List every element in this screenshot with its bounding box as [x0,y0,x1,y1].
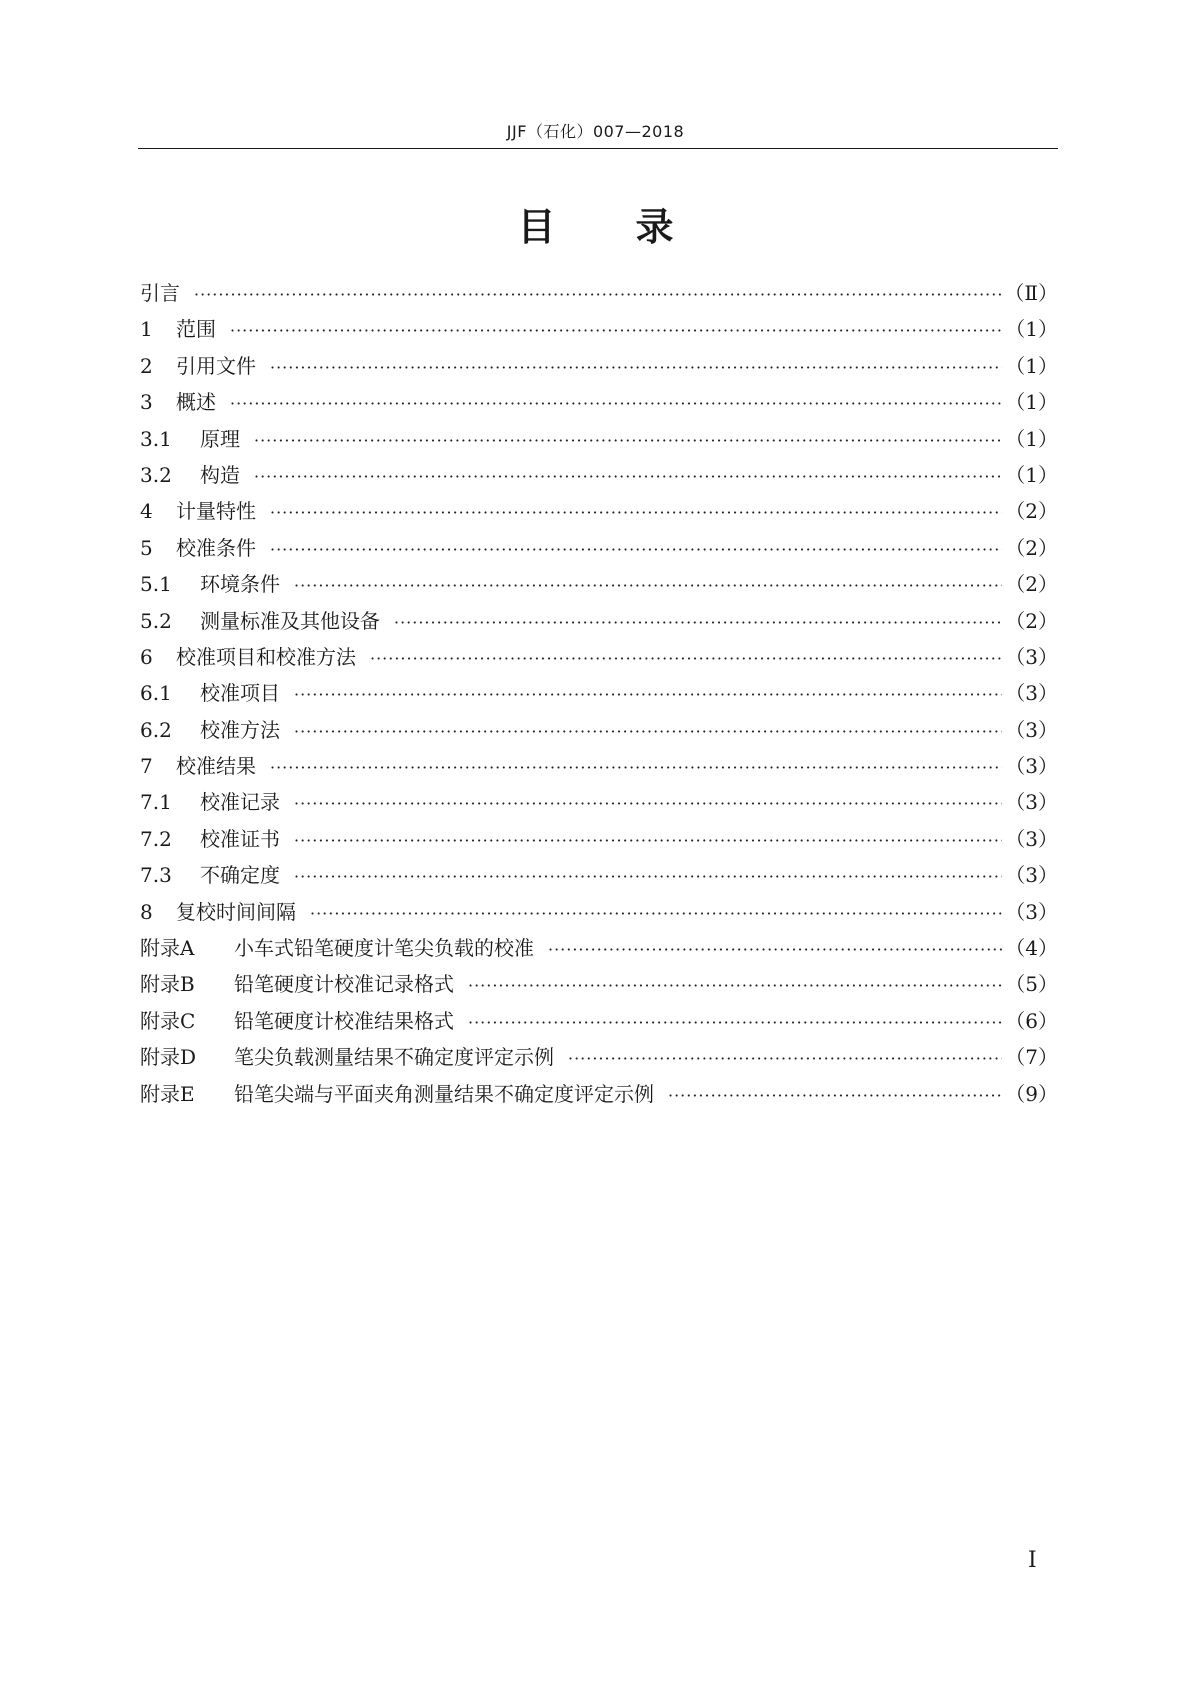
toc-entry-title: 铅笔硬度计校准结果格式 [234,1008,454,1033]
toc-entry-number: 3.2 [140,462,172,487]
toc-entry [140,896,1058,932]
toc-entry-title: 引用文件 [176,353,256,378]
toc-entry [140,495,1058,531]
toc-entry-page: （1） [1005,390,1058,415]
header-rule [138,148,1058,149]
toc-dot-leader [468,1013,1002,1032]
toc-dot-leader [294,722,1002,741]
toc-entry-number: 6.2 [140,717,172,742]
toc-entry-number: 4 [140,499,153,524]
toc-entry-page: （Ⅱ） [1004,281,1058,305]
toc-entry-page: （3） [1005,717,1058,742]
toc-entry-page: （1） [1005,462,1058,487]
toc-entry [140,313,1058,349]
toc-entry-number: 7 [140,754,153,779]
toc-entry-title: 引言 [140,281,180,305]
toc-entry-number: 3 [140,390,153,415]
toc-entry [140,750,1058,786]
toc-entry-page: （9） [1005,1081,1058,1106]
toc-entry [140,459,1058,495]
toc-entry-title: 构造 [200,462,240,487]
toc-dot-leader [270,358,1002,377]
toc-dot-leader [230,394,1002,413]
toc-entry [140,423,1058,459]
toc-entry [140,350,1058,386]
toc-entry-title: 环境条件 [200,572,280,597]
toc-entry [140,859,1058,895]
toc-entry [140,677,1058,713]
toc-entry-title: 校准方法 [200,717,280,742]
toc-dot-leader [294,831,1002,850]
toc-entry-title: 校准项目 [200,681,280,706]
toc-entry [140,786,1058,822]
toc-dot-leader [270,540,1002,559]
toc-entry-page: （1） [1005,426,1058,451]
toc-entry-page: （3） [1005,899,1058,924]
toc-entry-title: 校准证书 [200,826,280,851]
toc-entry [140,568,1058,604]
toc-entry-page: （5） [1005,972,1058,997]
toc-entry-page: （6） [1005,1008,1058,1033]
page-number: Ⅰ [1028,1548,1037,1573]
toc-entry [140,532,1058,568]
toc-entry-number: 7.3 [140,863,172,888]
toc-entry-title: 原理 [200,426,240,451]
toc-entry-title: 校准结果 [176,754,256,779]
running-header: JJF（石化）007—2018 [506,122,685,141]
toc-entry [140,968,1058,1004]
toc-dot-leader [294,794,1002,813]
toc-dot-leader [294,685,1002,704]
toc-dot-leader [468,976,1002,995]
toc-entry-title: 校准记录 [200,790,280,815]
toc-entry [140,641,1058,677]
toc-entry [140,1078,1058,1114]
toc-entry-title: 校准条件 [176,535,256,560]
toc-entry-page: （1） [1005,353,1058,378]
toc-entry-title: 计量特性 [176,499,256,524]
toc-dot-leader [270,503,1002,522]
toc-entry-title: 不确定度 [200,863,280,888]
toc-entry-number: 附录E [140,1081,195,1106]
toc-entry-title: 铅笔尖端与平面夹角测量结果不确定度评定示例 [234,1081,654,1106]
toc-dot-leader [294,867,1002,886]
toc-entry [140,386,1058,422]
toc-entry-page: （4） [1005,936,1058,961]
toc-entry-number: 1 [140,317,153,342]
toc-entry [140,714,1058,750]
toc-dot-leader [370,649,1002,668]
toc-entry-number: 6.1 [140,681,172,706]
toc-entry-page: （3） [1005,863,1058,888]
toc-entry-number: 7.2 [140,826,172,851]
toc-entry-title: 小车式铅笔硬度计笔尖负载的校准 [234,936,534,961]
toc-entry-title: 范围 [176,317,216,342]
toc-entry-number: 5 [140,535,153,560]
table-of-contents [140,277,1058,1114]
toc-entry-page: （2） [1005,499,1058,524]
toc-entry-number: 7.1 [140,790,172,815]
toc-entry-page: （3） [1005,826,1058,851]
toc-entry [140,932,1058,968]
toc-dot-leader [668,1086,1002,1105]
toc-entry-number: 5.1 [140,572,172,597]
toc-dot-leader [294,576,1002,595]
toc-entry-number: 附录D [140,1045,197,1070]
toc-entry [140,1041,1058,1077]
toc-entry-number: 附录C [140,1008,196,1033]
toc-entry-page: （2） [1005,572,1058,597]
toc-entry-number: 8 [140,899,153,924]
toc-dot-leader [394,613,1002,632]
toc-entry-number: 5.2 [140,608,172,633]
toc-entry-title: 校准项目和校准方法 [176,644,356,669]
toc-entry [140,277,1058,313]
toc-entry-number: 3.1 [140,426,172,451]
toc-entry-number: 2 [140,353,153,378]
toc-entry-title: 笔尖负载测量结果不确定度评定示例 [234,1045,554,1070]
toc-dot-leader [254,467,1002,486]
toc-dot-leader [194,285,1002,304]
toc-entry-title: 铅笔硬度计校准记录格式 [234,972,454,997]
toc-entry-page: （3） [1005,754,1058,779]
toc-entry-number: 附录A [140,936,195,961]
toc-entry-title: 测量标准及其他设备 [200,608,380,633]
toc-dot-leader [548,940,1002,959]
toc-entry-number: 附录B [140,972,195,997]
toc-entry-page: （3） [1005,644,1058,669]
toc-entry-page: （3） [1005,681,1058,706]
page-title: 目录 [517,205,754,249]
toc-entry-page: （2） [1005,535,1058,560]
toc-entry [140,823,1058,859]
toc-entry-title: 复校时间间隔 [176,899,296,924]
toc-dot-leader [254,431,1002,450]
toc-entry [140,605,1058,641]
toc-dot-leader [310,904,1002,923]
toc-entry-page: （7） [1005,1045,1058,1070]
toc-entry-page: （2） [1005,608,1058,633]
toc-dot-leader [230,321,1002,340]
toc-entry [140,1005,1058,1041]
toc-entry-page: （3） [1005,790,1058,815]
toc-entry-title: 概述 [176,390,216,415]
toc-dot-leader [568,1049,1002,1068]
toc-entry-page: （1） [1005,317,1058,342]
toc-dot-leader [270,758,1002,777]
toc-entry-number: 6 [140,644,153,669]
